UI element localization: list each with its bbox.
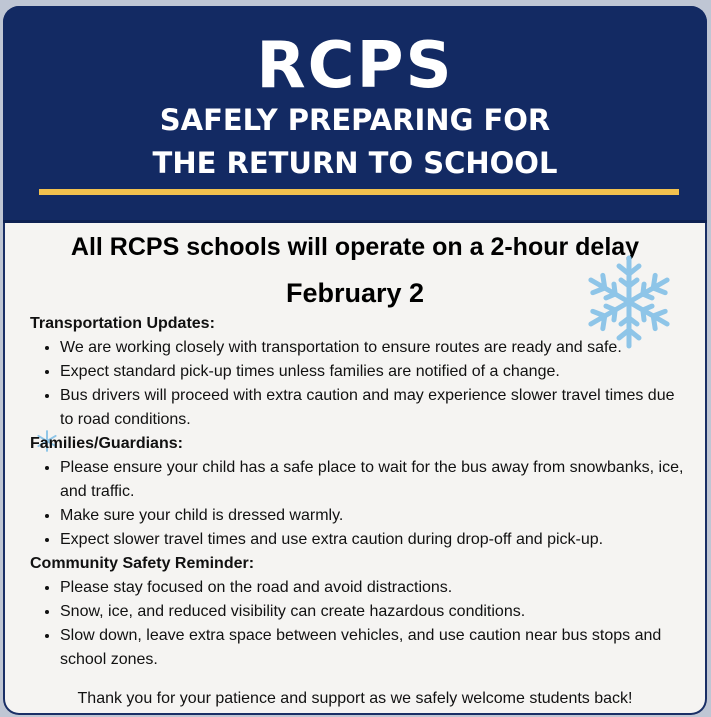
transportation-list [30, 336, 690, 432]
thank-you-note: Thank you for your patience and support as we safely welcome students back! [77, 690, 633, 707]
section-heading-families: Families/Guardians: [30, 435, 183, 452]
list-item: • Expect standard pick-up times unless families are notified of a change. [60, 360, 690, 384]
list-item: • Please stay focused on the road and avoid distractions. [60, 576, 690, 600]
list-item: • Make sure your child is dressed warmly. [60, 504, 690, 528]
list-item: • We are working closely with transportation to ensure routes are ready and safe. [60, 336, 690, 360]
list-item: • Slow down, leave extra space between vehicles, and use caution near bus stops and school zones. [60, 624, 690, 672]
section-heading-transportation: Transportation Updates: [30, 315, 215, 332]
list-item: • Please ensure your child has a safe place to wait for the bus away from snowbanks, ice, and traffic. [60, 456, 690, 504]
list-item: • Expect slower travel times and use extra caution during drop-off and pick-up. [60, 528, 690, 552]
banner-subtitle-line2: THE RETURN TO SCHOOL [152, 146, 558, 180]
banner-title: RCPS [256, 29, 454, 103]
list-item: • Bus drivers will proceed with extra caution and may experience slower travel times due to road conditions. [60, 384, 690, 432]
headline: All RCPS schools will operate on a 2-hour delay [70, 233, 640, 261]
families-list [30, 456, 690, 552]
announcement-body [30, 312, 690, 672]
date: February 2 [285, 278, 425, 308]
section-heading-community: Community Safety Reminder: [30, 555, 255, 572]
gold-divider [39, 189, 679, 195]
banner-subtitle-line1: SAFELY PREPARING FOR [159, 103, 551, 137]
announcement-card [3, 6, 707, 715]
header-banner [3, 6, 707, 223]
list-item: • Snow, ice, and reduced visibility can create hazardous conditions. [60, 600, 690, 624]
community-list [30, 576, 690, 672]
